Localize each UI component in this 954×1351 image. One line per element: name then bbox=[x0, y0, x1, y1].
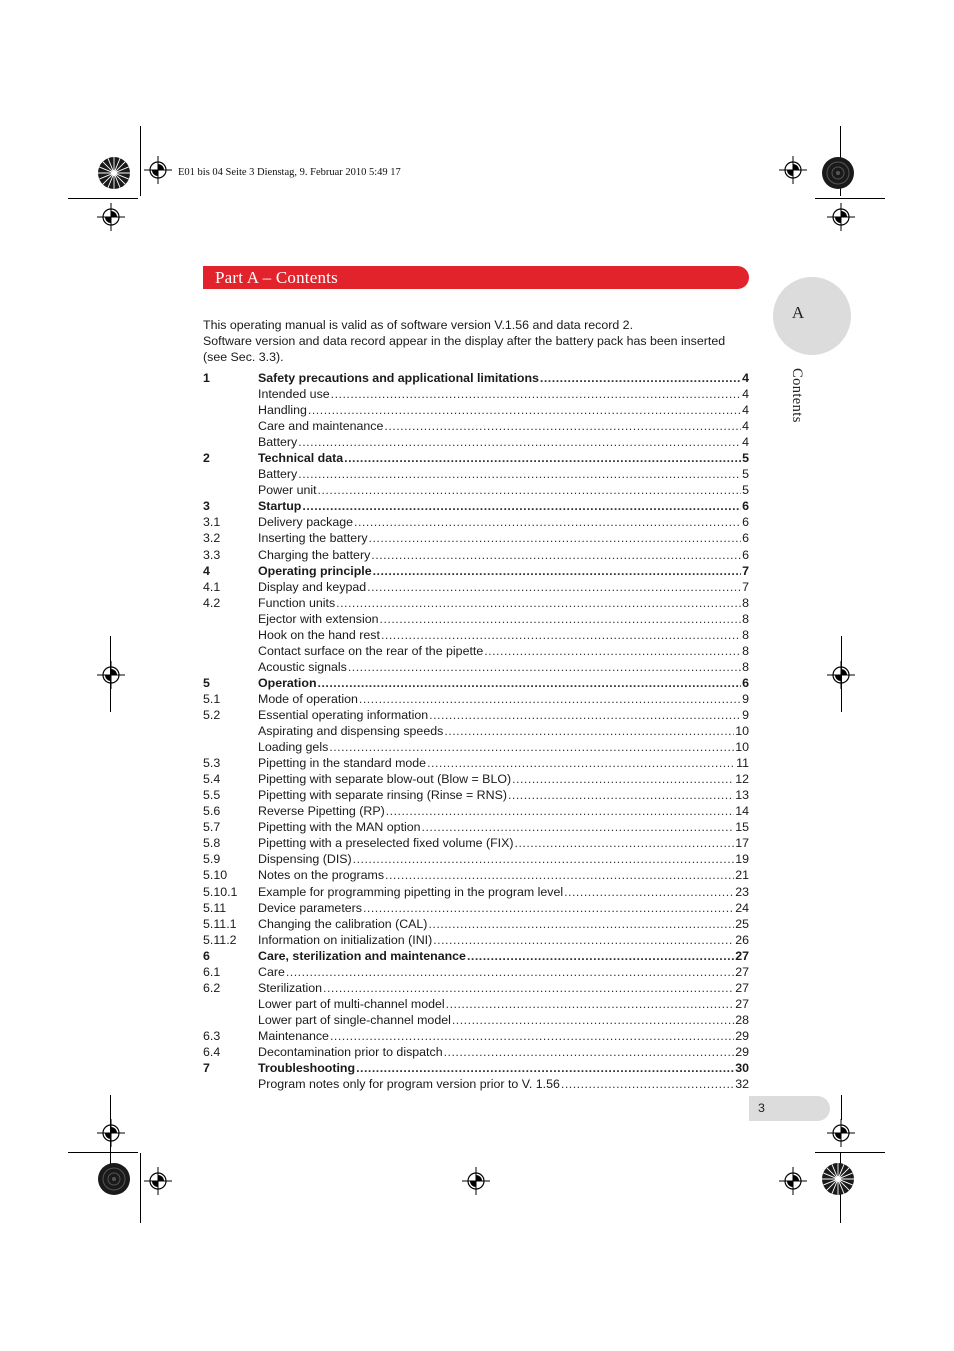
toc-entry-number: 5.11.2 bbox=[203, 932, 237, 947]
registration-mark-icon bbox=[827, 1119, 855, 1147]
toc-entry bbox=[203, 434, 749, 450]
toc-entry-number: 7 bbox=[203, 1061, 210, 1076]
toc-entry-page: 4 bbox=[742, 387, 749, 402]
toc-entry-title: Technical data bbox=[258, 451, 344, 466]
toc-entry-page: 28 bbox=[735, 1012, 749, 1027]
registration-mark-icon bbox=[827, 203, 855, 231]
toc-entry-line bbox=[258, 675, 749, 691]
toc-entry-title: Aspirating and dispensing speeds bbox=[258, 724, 444, 739]
calibration-wheel-icon bbox=[821, 156, 855, 190]
toc-leader-dots bbox=[429, 707, 741, 723]
toc-entry-line bbox=[258, 835, 749, 851]
toc-entry-title: Hook on the hand rest bbox=[258, 627, 380, 642]
toc-entry-page: 27 bbox=[735, 964, 749, 979]
toc-entry-line bbox=[258, 386, 749, 402]
toc-entry-title: Lower part of multi-channel model bbox=[258, 996, 445, 1011]
toc-entry-page: 8 bbox=[742, 595, 749, 610]
toc-entry-number: 1 bbox=[203, 371, 210, 385]
toc-entry bbox=[203, 755, 749, 771]
toc-entry-number: 5.5 bbox=[203, 788, 221, 803]
toc-leader-dots bbox=[564, 884, 734, 900]
toc-entry bbox=[203, 466, 749, 482]
toc-entry-line bbox=[258, 980, 749, 996]
toc-leader-dots bbox=[318, 482, 742, 498]
registration-mark-icon bbox=[97, 1119, 125, 1147]
toc-entry-title: Acoustic signals bbox=[258, 659, 347, 674]
toc-entry-number: 3.2 bbox=[203, 531, 221, 546]
toc-entry-title: Pipetting with a preselected fixed volume (FIX) bbox=[258, 836, 514, 851]
toc-entry-line bbox=[258, 563, 749, 579]
toc-entry-line bbox=[258, 595, 749, 611]
toc-leader-dots bbox=[433, 932, 734, 948]
toc-entry-line bbox=[258, 803, 749, 819]
toc-entry bbox=[203, 627, 749, 643]
toc-entry-page: 5 bbox=[742, 467, 749, 482]
toc-entry-line bbox=[258, 932, 749, 948]
toc-entry-line bbox=[258, 771, 749, 787]
toc-entry-page: 29 bbox=[735, 1028, 749, 1043]
toc-leader-dots bbox=[308, 402, 741, 418]
toc-entry bbox=[203, 482, 749, 498]
toc-entry-line bbox=[258, 819, 749, 835]
toc-leader-dots bbox=[330, 1028, 734, 1044]
table-of-contents bbox=[203, 370, 749, 1092]
toc-entry-title: Care, sterilization and maintenance bbox=[258, 948, 466, 963]
toc-leader-dots bbox=[353, 851, 735, 867]
toc-leader-dots bbox=[344, 450, 741, 466]
toc-leader-dots bbox=[452, 1012, 734, 1028]
toc-entry-number: 6.4 bbox=[203, 1044, 221, 1059]
section-title-bar bbox=[203, 266, 749, 289]
toc-entry bbox=[203, 948, 749, 964]
side-tab-letter: A bbox=[791, 303, 805, 322]
toc-entry-title: Battery bbox=[258, 467, 298, 482]
toc-leader-dots bbox=[371, 547, 741, 563]
toc-entry-number: 5.11 bbox=[203, 900, 227, 915]
toc-entry bbox=[203, 547, 749, 563]
toc-entry-page: 27 bbox=[735, 996, 749, 1011]
toc-entry-page: 9 bbox=[742, 707, 749, 722]
toc-entry-page: 32 bbox=[735, 1077, 749, 1092]
registration-mark-icon bbox=[144, 1167, 172, 1195]
toc-entry-title: Battery bbox=[258, 435, 298, 450]
toc-entry bbox=[203, 1044, 749, 1060]
toc-entry-title: Dispensing (DIS) bbox=[258, 852, 352, 867]
toc-entry-title: Maintenance bbox=[258, 1028, 329, 1043]
toc-entry bbox=[203, 659, 749, 675]
toc-entry bbox=[203, 996, 749, 1012]
toc-entry-line bbox=[258, 964, 749, 980]
toc-entry-line bbox=[258, 434, 749, 450]
calibration-wheel-icon bbox=[97, 156, 131, 190]
toc-entry bbox=[203, 675, 749, 691]
toc-leader-dots bbox=[336, 595, 741, 611]
toc-entry-number: 5.7 bbox=[203, 820, 221, 835]
toc-entry-page: 21 bbox=[735, 868, 749, 883]
toc-entry-line bbox=[258, 659, 749, 675]
toc-leader-dots bbox=[356, 1060, 734, 1076]
registration-mark-icon bbox=[97, 203, 125, 231]
toc-leader-dots bbox=[422, 819, 735, 835]
toc-leader-dots bbox=[484, 643, 741, 659]
toc-entry-line bbox=[258, 916, 749, 932]
toc-entry bbox=[203, 851, 749, 867]
toc-entry-number: 5.9 bbox=[203, 852, 221, 867]
toc-entry-title: Startup bbox=[258, 499, 302, 514]
toc-entry-page: 27 bbox=[735, 948, 749, 963]
toc-entry-page: 26 bbox=[735, 932, 749, 947]
toc-entry bbox=[203, 932, 749, 948]
toc-entry-page: 8 bbox=[742, 643, 749, 658]
toc-entry bbox=[203, 418, 749, 434]
toc-entry-page: 8 bbox=[742, 627, 749, 642]
toc-entry bbox=[203, 867, 749, 883]
toc-leader-dots bbox=[512, 771, 734, 787]
toc-leader-dots bbox=[446, 996, 735, 1012]
toc-entry-title: Care and maintenance bbox=[258, 419, 384, 434]
toc-entry-line bbox=[258, 996, 749, 1012]
toc-entry-page: 7 bbox=[742, 579, 749, 594]
toc-entry bbox=[203, 450, 749, 466]
toc-entry-number: 6 bbox=[203, 948, 210, 963]
toc-leader-dots bbox=[363, 900, 734, 916]
toc-entry-number: 5.11.1 bbox=[203, 916, 237, 931]
toc-entry-page: 23 bbox=[735, 884, 749, 899]
calibration-wheel-icon bbox=[97, 1162, 131, 1196]
toc-entry-page: 6 bbox=[742, 515, 749, 530]
toc-entry-line bbox=[258, 900, 749, 916]
toc-entry bbox=[203, 514, 749, 530]
toc-leader-dots bbox=[540, 370, 741, 386]
toc-entry-title: Intended use bbox=[258, 387, 330, 402]
toc-entry-page: 29 bbox=[735, 1044, 749, 1059]
registration-mark-icon bbox=[779, 1167, 807, 1195]
toc-entry-page: 5 bbox=[742, 451, 749, 466]
toc-entry-number: 5.4 bbox=[203, 772, 221, 787]
toc-entry-page: 19 bbox=[735, 852, 749, 867]
toc-entry-line bbox=[258, 611, 749, 627]
toc-entry-number: 5.2 bbox=[203, 707, 221, 722]
toc-entry bbox=[203, 707, 749, 723]
toc-entry-title: Pipetting in the standard mode bbox=[258, 756, 427, 771]
toc-entry-line bbox=[258, 402, 749, 418]
toc-entry-page: 6 bbox=[742, 547, 749, 562]
toc-entry-number: 5.10.1 bbox=[203, 884, 238, 899]
toc-entry-number: 6.3 bbox=[203, 1028, 221, 1043]
toc-entry-title: Contact surface on the rear of the pipette bbox=[258, 643, 484, 658]
toc-entry-page: 8 bbox=[742, 611, 749, 626]
toc-entry bbox=[203, 498, 749, 514]
toc-entry bbox=[203, 611, 749, 627]
toc-entry-title: Reverse Pipetting (RP) bbox=[258, 804, 385, 819]
toc-entry-title: Power unit bbox=[258, 483, 317, 498]
toc-entry-page: 10 bbox=[735, 724, 749, 739]
toc-entry-line bbox=[258, 948, 749, 964]
toc-entry bbox=[203, 579, 749, 595]
toc-entry-line bbox=[258, 418, 749, 434]
toc-entry-line bbox=[258, 1060, 749, 1076]
toc-entry bbox=[203, 691, 749, 707]
toc-entry-title: Lower part of single-channel model bbox=[258, 1012, 451, 1027]
toc-entry bbox=[203, 980, 749, 996]
toc-entry bbox=[203, 370, 749, 386]
toc-entry bbox=[203, 1028, 749, 1044]
toc-leader-dots bbox=[323, 980, 734, 996]
toc-entry-page: 13 bbox=[735, 788, 749, 803]
toc-entry-line bbox=[258, 643, 749, 659]
toc-entry-page: 4 bbox=[742, 371, 749, 385]
toc-entry-title: Pipetting with separate blow-out (Blow = BLO) bbox=[258, 772, 512, 787]
toc-entry bbox=[203, 595, 749, 611]
toc-entry bbox=[203, 916, 749, 932]
toc-entry-page: 12 bbox=[735, 772, 749, 787]
toc-entry-title: Changing the calibration (CAL) bbox=[258, 916, 428, 931]
registration-mark-icon bbox=[97, 661, 125, 689]
toc-entry-title: Care bbox=[258, 964, 285, 979]
registration-mark-icon bbox=[462, 1167, 490, 1195]
toc-entry-line bbox=[258, 755, 749, 771]
toc-entry-page: 6 bbox=[742, 499, 749, 514]
toc-entry-title: Charging the battery bbox=[258, 547, 371, 562]
toc-leader-dots bbox=[359, 691, 741, 707]
toc-entry bbox=[203, 1012, 749, 1028]
toc-entry-page: 24 bbox=[735, 900, 749, 915]
toc-entry-title: Pipetting with separate rinsing (Rinse = RNS) bbox=[258, 788, 507, 803]
toc-entry-number: 3.3 bbox=[203, 547, 221, 562]
toc-entry-title: Pipetting with the MAN option bbox=[258, 820, 421, 835]
toc-leader-dots bbox=[427, 755, 735, 771]
calibration-wheel-icon bbox=[821, 1162, 855, 1196]
toc-entry-title: Troubleshooting bbox=[258, 1061, 356, 1076]
toc-entry-title: Information on initialization (INI) bbox=[258, 932, 433, 947]
toc-entry-title: Operating principle bbox=[258, 563, 372, 578]
toc-entry-line bbox=[258, 867, 749, 883]
toc-entry-number: 6.1 bbox=[203, 964, 221, 979]
toc-entry-title: Sterilization bbox=[258, 980, 323, 995]
toc-entry bbox=[203, 643, 749, 659]
toc-entry-line bbox=[258, 579, 749, 595]
toc-leader-dots bbox=[386, 803, 734, 819]
toc-entry bbox=[203, 819, 749, 835]
toc-entry-line bbox=[258, 787, 749, 803]
toc-leader-dots bbox=[286, 964, 734, 980]
toc-entry-page: 11 bbox=[736, 756, 749, 771]
toc-entry-line bbox=[258, 1012, 749, 1028]
toc-entry-line bbox=[258, 514, 749, 530]
toc-leader-dots bbox=[318, 675, 742, 691]
toc-entry bbox=[203, 1076, 749, 1092]
toc-entry-number: 2 bbox=[203, 451, 210, 466]
toc-entry-title: Loading gels bbox=[258, 740, 329, 755]
print-job-header: E01 bis 04 Seite 3 Dienstag, 9. Februar 2010 5:49 17 bbox=[178, 167, 401, 178]
toc-entry-number: 5.8 bbox=[203, 836, 221, 851]
toc-entry-line bbox=[258, 1028, 749, 1044]
toc-entry-line bbox=[258, 723, 749, 739]
toc-entry bbox=[203, 563, 749, 579]
toc-entry-title: Display and keypad bbox=[258, 579, 367, 594]
toc-entry-page: 30 bbox=[735, 1061, 749, 1076]
registration-mark-icon bbox=[827, 661, 855, 689]
toc-leader-dots bbox=[428, 916, 734, 932]
toc-leader-dots bbox=[381, 627, 741, 643]
toc-entry bbox=[203, 530, 749, 546]
toc-entry-line bbox=[258, 530, 749, 546]
toc-entry-line bbox=[258, 884, 749, 900]
toc-entry-page: 27 bbox=[735, 980, 749, 995]
toc-leader-dots bbox=[354, 514, 741, 530]
toc-entry-number: 5 bbox=[203, 675, 210, 690]
toc-leader-dots bbox=[298, 434, 741, 450]
toc-entry-page: 15 bbox=[735, 820, 749, 835]
toc-entry-line bbox=[258, 627, 749, 643]
toc-entry-page: 7 bbox=[742, 563, 749, 578]
toc-entry-page: 5 bbox=[742, 483, 749, 498]
toc-entry-number: 5.1 bbox=[203, 691, 221, 706]
toc-entry-title: Delivery package bbox=[258, 515, 354, 530]
toc-entry-page: 6 bbox=[742, 531, 749, 546]
toc-entry-page: 9 bbox=[742, 691, 749, 706]
toc-entry bbox=[203, 787, 749, 803]
toc-entry-line bbox=[258, 547, 749, 563]
page-title: Part A – Contents bbox=[215, 268, 338, 287]
toc-entry-line bbox=[258, 482, 749, 498]
toc-entry bbox=[203, 835, 749, 851]
toc-entry-page: 17 bbox=[735, 836, 749, 851]
toc-entry-title: Function units bbox=[258, 595, 336, 610]
toc-entry-line bbox=[258, 707, 749, 723]
toc-leader-dots bbox=[331, 386, 741, 402]
toc-entry-title: Decontamination prior to dispatch bbox=[258, 1044, 443, 1059]
toc-entry-page: 8 bbox=[742, 659, 749, 674]
toc-leader-dots bbox=[515, 835, 735, 851]
toc-entry-line bbox=[258, 370, 749, 386]
toc-leader-dots bbox=[367, 579, 741, 595]
toc-entry bbox=[203, 1060, 749, 1076]
toc-entry-title: Program notes only for program version prior to V. 1.56 bbox=[258, 1077, 560, 1092]
toc-leader-dots bbox=[508, 787, 734, 803]
toc-entry-number: 4 bbox=[203, 563, 210, 578]
toc-entry-line bbox=[258, 851, 749, 867]
toc-entry-title: Handling bbox=[258, 403, 307, 418]
intro-line: This operating manual is valid as of software version V.1.56 and data record 2. bbox=[203, 318, 634, 332]
toc-entry-number: 5.10 bbox=[203, 868, 228, 883]
toc-entry bbox=[203, 402, 749, 418]
toc-leader-dots bbox=[385, 867, 734, 883]
toc-entry-page: 10 bbox=[735, 740, 749, 755]
toc-leader-dots bbox=[348, 659, 741, 675]
toc-entry-title: Mode of operation bbox=[258, 691, 358, 706]
page-number: 3 bbox=[758, 1101, 765, 1115]
toc-leader-dots bbox=[329, 739, 734, 755]
toc-entry-title: Notes on the programs bbox=[258, 868, 385, 883]
toc-leader-dots bbox=[380, 611, 742, 627]
toc-leader-dots bbox=[467, 948, 734, 964]
toc-entry bbox=[203, 723, 749, 739]
toc-entry-line bbox=[258, 498, 749, 514]
toc-entry-title: Essential operating information bbox=[258, 707, 429, 722]
toc-entry-page: 4 bbox=[742, 435, 749, 450]
toc-entry-title: Operation bbox=[258, 675, 317, 690]
toc-entry-page: 14 bbox=[735, 804, 749, 819]
side-tab-label: Contents bbox=[789, 368, 805, 423]
toc-entry-number: 3.1 bbox=[203, 515, 221, 530]
toc-entry-number: 5.6 bbox=[203, 804, 221, 819]
toc-leader-dots bbox=[369, 530, 742, 546]
toc-entry-line bbox=[258, 466, 749, 482]
toc-leader-dots bbox=[444, 723, 734, 739]
toc-entry-number: 5.3 bbox=[203, 756, 221, 771]
toc-entry-title: Safety precautions and applicational limitations bbox=[258, 371, 539, 385]
toc-entry-title: Inserting the battery bbox=[258, 531, 368, 546]
toc-entry-line bbox=[258, 739, 749, 755]
toc-entry-line bbox=[258, 691, 749, 707]
toc-entry-title: Ejector with extension bbox=[258, 611, 379, 626]
toc-entry bbox=[203, 900, 749, 916]
toc-entry bbox=[203, 386, 749, 402]
toc-entry-line bbox=[258, 450, 749, 466]
toc-leader-dots bbox=[384, 418, 741, 434]
toc-leader-dots bbox=[561, 1076, 734, 1092]
toc-entry-number: 3 bbox=[203, 499, 210, 514]
toc-entry bbox=[203, 964, 749, 980]
toc-entry bbox=[203, 739, 749, 755]
toc-entry-line bbox=[258, 1044, 749, 1060]
toc-entry-number: 4.2 bbox=[203, 595, 221, 610]
page-number-tab bbox=[749, 1096, 830, 1121]
toc-entry-title: Device parameters bbox=[258, 900, 362, 915]
toc-leader-dots bbox=[373, 563, 741, 579]
toc-entry-line bbox=[258, 1076, 749, 1092]
toc-entry bbox=[203, 771, 749, 787]
toc-entry bbox=[203, 803, 749, 819]
toc-entry-title: Example for programming pipetting in the program level bbox=[258, 884, 564, 899]
toc-leader-dots bbox=[444, 1044, 735, 1060]
toc-entry-number: 6.2 bbox=[203, 980, 221, 995]
toc-leader-dots bbox=[298, 466, 741, 482]
toc-entry-page: 6 bbox=[742, 675, 749, 690]
registration-mark-icon bbox=[144, 156, 172, 184]
registration-mark-icon bbox=[779, 156, 807, 184]
toc-entry-number: 4.1 bbox=[203, 579, 221, 594]
toc-entry-page: 4 bbox=[742, 419, 749, 434]
intro-line: Software version and data record appear in the display after the battery pack has been inserted bbox=[203, 334, 726, 348]
toc-leader-dots bbox=[302, 498, 741, 514]
toc-entry-page: 25 bbox=[735, 916, 749, 931]
intro-paragraph bbox=[203, 317, 751, 365]
toc-entry bbox=[203, 884, 749, 900]
intro-line: (see Sec. 3.3). bbox=[203, 350, 284, 364]
toc-entry-page: 4 bbox=[742, 403, 749, 418]
